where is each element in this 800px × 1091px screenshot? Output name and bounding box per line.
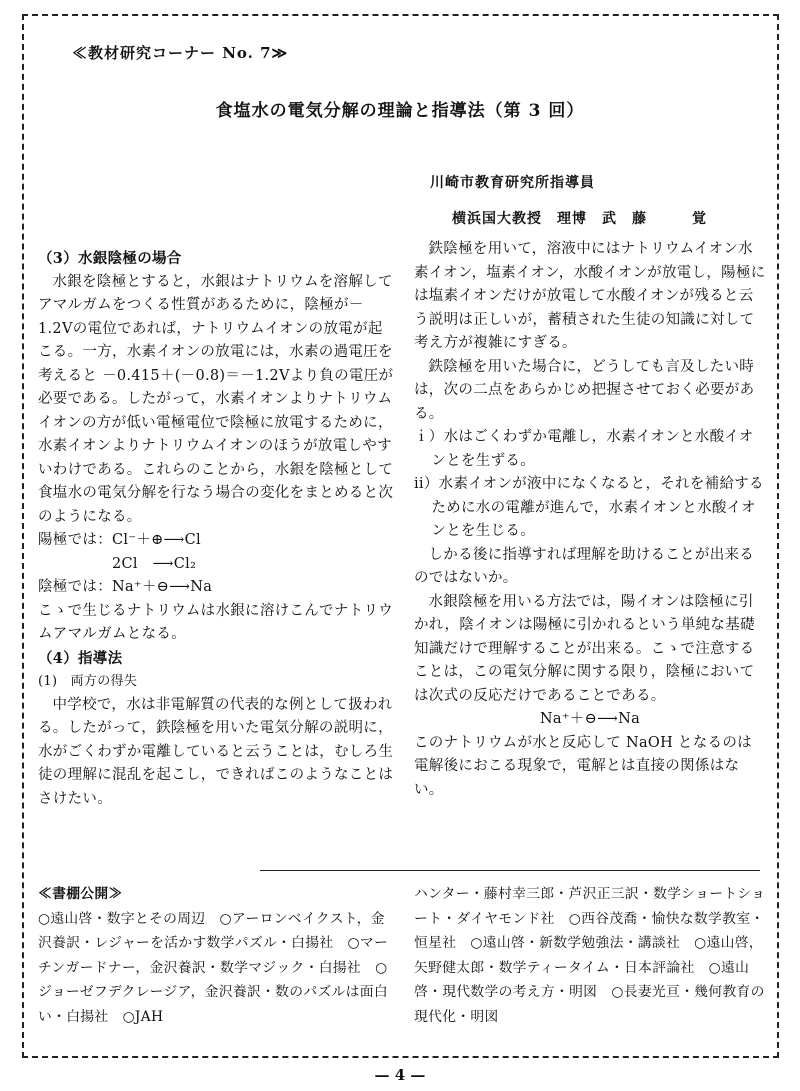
page-number: — 4 — [374,1066,426,1084]
equation: 陽極では：Cl⁻＋⊕⟶Cl [38,532,201,548]
paragraph: このナトリウムが水と反応して NaOH となるのは電解後におこる現象で，電解とは直接の関係はない。 [414,734,752,798]
left-column [38,247,396,811]
right-column [414,238,766,802]
paragraph: 鉄陰極を用いて，溶液中にはナトリウムイオン水素イオン，塩素イオン，水酸イオンが放電し，陽極には塩素イオンだけが放電して水酸イオンが残ると云う説明は正しいが，蓄積された生徒の知識に対して考え方が複雑にすぎる。 [414,241,766,351]
list-item: ii）水素イオンが液中になくなると，それを補給するために水の電離が進んで，水素イオンと水酸イオンとを生じる。 [414,476,764,539]
author-name: 横浜国大教授 理博 武 藤 覚 [452,211,707,227]
corner-label: ≪教材研究コーナー No. 7≫ [72,44,289,62]
paragraph: 水銀を陰極とすると，水銀はナトリウムを溶解してアマルガムをつくる性質があるために，陰極が－1.2Vの電位であれば，ナトリウムイオンの放電が起こる。一方，水素イオンの放電には，水素の過電圧を考えると －0.415＋(－0.8)＝－1.2Vより負の電圧が必要である。したがって，水素イオンよりナトリウムイオンの方が低い電極電位で陰極に放電するために，水素イオンよりナトリウムイオンのほうが放電しやすいわけである。これらのことから，水銀を陰極として食塩水の電気分解を行なう場合の変化をまとめると次のようになる。 [38,273,394,525]
section-heading: （3）水銀陰極の場合 [38,250,182,267]
paragraph: しかる後に指導すれば理解を助けることが出来るのではないか。 [414,546,755,586]
paragraph: 鉄陰極を用いた場合に，どうしても言及したい時は，次の二点をあらかじめ把握させておく必要がある。 [414,358,755,422]
equation: 陰極では：Na⁺＋⊖⟶Na [38,579,213,595]
bookshelf-list: ○遠山啓・数字とその周辺 ○アーロンベイクスト，金沢養訳・レジャーを活かす数学パズル・白揚社 ○マーチンガードナー，金沢養訳・数学マジック・白揚社 ○ジョーゼフデクレージア，金沢養訳・数のパズルは面白い・白揚社 ○JAH [38,910,389,1025]
list-item: ｉ）水はごくわずか電離し，水素イオンと水酸イオンとを生ずる。 [414,429,754,469]
equation: 2Cl ⟶Cl₂ [38,555,197,572]
subsection-heading: (1) 両方の得失 [38,674,138,689]
author-affiliation: 川崎市教育研究所指導員 [430,175,595,191]
section-divider [260,870,760,871]
bookshelf-right [414,882,769,1029]
bookshelf-list-continued: ハンター・藤村幸三郎・芦沢正三訳・数学ショートショート・ダイヤモンド社 ○西谷茂喬・愉快な数学教室・恒星社 ○遠山啓・新数学勉強法・講談社 ○遠山啓，矢野健太郎・数学ティータイム・日本評論社 ○遠山啓・現代数学の考え方・明図 ○長妻光亘・幾何教育の現代化・明図 [414,886,766,1025]
article-title: 食塩水の電気分解の理論と指導法（第 3 回） [215,101,585,121]
paragraph: こゝで生じるナトリウムは水銀に溶けこんでナトリウムアマルガムとなる。 [38,602,394,642]
bookshelf-left [38,882,398,1029]
equation: Na⁺＋⊖⟶Na [539,711,641,727]
section-heading: （4）指導法 [38,649,123,667]
paragraph: 中学校で，水は非電解質の代表的な例として扱われる。したがって，鉄陰極を用いた電気分解の説明に，水がごくわずか電離していると云うことは，むしろ生徒の理解に混乱を起こし，できればこのようなことはさけたい。 [38,696,394,807]
bookshelf-heading: ≪書棚公開≫ [38,886,123,902]
paragraph: 水銀陰極を用いる方法では，陽イオンは陰極に引かれ，陰イオンは陽極に引かれるという単純な基礎知識だけで理解することが出来る。こゝで注意することは，この電気分解に関する限り，陰極においては次式の反応だけであることである。 [414,593,755,704]
